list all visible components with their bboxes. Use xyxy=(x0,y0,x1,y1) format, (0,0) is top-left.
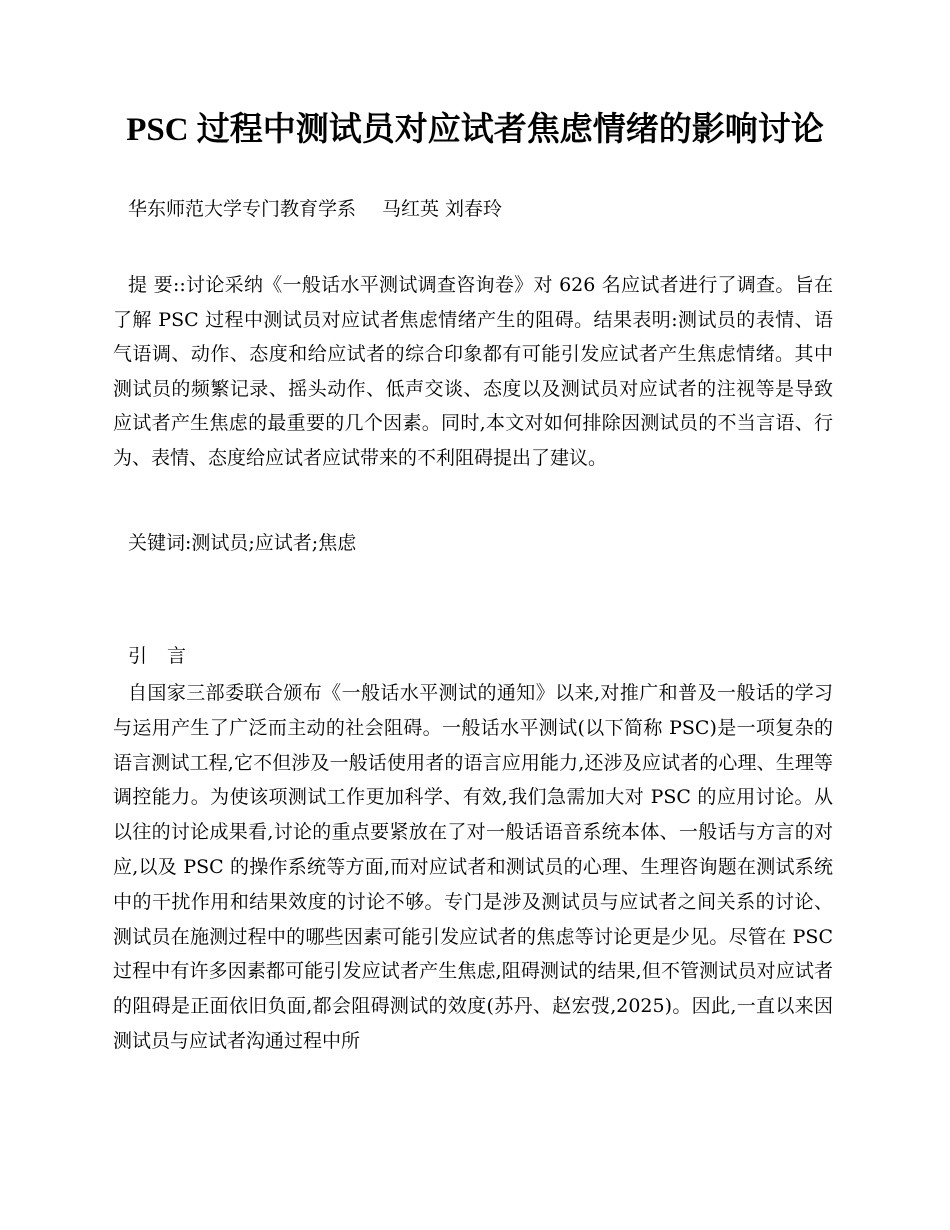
section-heading-introduction: 引言 xyxy=(128,645,207,667)
abstract-text: :讨论采纳《一般话水平测试调查咨询卷》对 626 名应试者进行了调查。旨在了解 PSC 过程中测试员对应试者焦虑情绪产生的阻碍。结果表明:测试员的表情、语气语调、动作、态度和给应试者的综合印象都有可能引发应试者产生焦虑情绪。其中测试员的频繁记录、摇头动作、低声交谈、态度以及测试员对应试者的注视等是导致应试者产生焦虑的最重要的几个因素。同时,本文对如何排除因测试员的不当言语、行为、表情、态度给应试者应试带来的不利阻碍提出了建议。 xyxy=(113,274,833,469)
abstract xyxy=(113,268,833,476)
author-byline xyxy=(128,195,502,223)
keywords xyxy=(128,526,356,560)
abstract-label: 提 要: xyxy=(128,274,180,296)
introduction-paragraph: 自国家三部委联合颁布《一般话水平测试的通知》以来,对推广和普及一般话的学习与运用产生了广泛而主动的社会阻碍。一般话水平测试(以下简称 PSC)是一项复杂的语言测试工程,它不但涉及一般话使用者的语言应用能力,还涉及应试者的心理、生理等调控能力。为使该项测试工作更加科学、有效,我们急需加大对 PSC 的应用讨论。从以往的讨论成果看,讨论的重点要紧放在了对一般话语音系统本体、一般话与方言的对应,以及 PSC 的操作系统等方面,而对应试者和测试员的心理、生理咨询题在测试系统中的干扰作用和结果效度的讨论不够。专门是涉及测试员与应试者之间关系的讨论、测试员在施测过程中的哪些因素可能引发应试者的焦虑等讨论更是少见。尽管在 PSC 过程中有许多因素都可能引发应试者产生焦虑,阻碍测试的结果,但不管测试员对应试者的阻碍是正面依旧负面,都会阻碍测试的效度(苏丹、赵宏弢,2025)。因此,一直以来因测试员与应试者沟通过程中所 xyxy=(113,682,833,1052)
document-title: PSC 过程中测试员对应试者焦虑情绪的影响讨论 xyxy=(126,112,824,148)
keywords-text: 测试员;应试者;焦虑 xyxy=(191,532,357,554)
affiliation: 华东师范大学专门教育学系 xyxy=(128,198,357,220)
authors: 马红英 刘春玲 xyxy=(382,198,503,220)
keywords-label: 关键词: xyxy=(128,532,192,554)
